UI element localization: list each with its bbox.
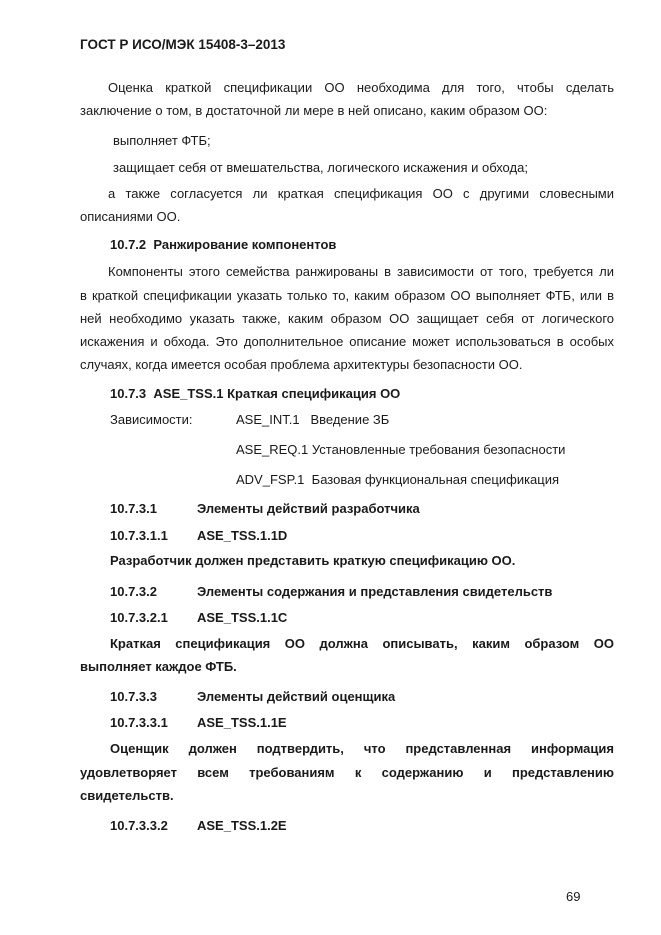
dependency-1 — [236, 412, 389, 428]
dependency-2 — [236, 442, 565, 458]
element-title: Элементы действий оценщика — [197, 689, 396, 704]
intro-item-1: выполняет ФТБ; — [113, 133, 211, 148]
element-title: Элементы содержания и представления свидетельств — [197, 584, 553, 599]
dependency-name: Установленные требования безопасности — [311, 442, 566, 457]
dependency-code: ASE_INT.1 — [236, 412, 300, 427]
element-number: 10.7.3.2 — [110, 584, 157, 599]
element-title: Элементы действий разработчика — [197, 501, 420, 516]
evaluator-requirement-line-2: удовлетворяет всем требованиям к содержанию и представлению — [80, 765, 614, 780]
element-title: ASE_TSS.1.1C — [197, 610, 288, 625]
intro-item-2: защищает себя от вмешательства, логического искажения и обхода; — [113, 160, 528, 175]
page-number: 69 — [566, 889, 581, 904]
element-number: 10.7.3.1 — [110, 501, 157, 516]
section-1072-line-3: ней необходимо указать также, каким образом ОО защищает себя от логического — [80, 311, 614, 326]
section-title: Ранжирование компонентов — [153, 237, 337, 252]
element-number: 10.7.3.1.1 — [110, 528, 168, 543]
intro-line-2: заключение о том, в достаточной ли мере в ней описано, каким образом ОО: — [80, 103, 548, 118]
document-header: ГОСТ Р ИСО/МЭК 15408-3–2013 — [80, 37, 286, 52]
evaluator-requirement-line-1: Оценщик должен подтвердить, что представленная информация — [110, 741, 614, 756]
intro-tail-line-1: а также согласуется ли краткая спецификация ОО с другими словесными — [108, 186, 614, 201]
element-title: ASE_TSS.1.2E — [197, 818, 287, 833]
element-number: 10.7.3.3 — [110, 689, 157, 704]
developer-requirement: Разработчик должен представить краткую спецификацию ОО. — [110, 553, 516, 568]
intro-line-1: Оценка краткой спецификации ОО необходима для того, чтобы сделать — [108, 80, 614, 95]
section-1072-line-4: искажения и обхода. Это дополнительное описание может использоваться в особых — [80, 334, 614, 349]
section-title: ASE_TSS.1 Краткая спецификация ОО — [153, 386, 401, 401]
element-number: 10.7.3.2.1 — [110, 610, 168, 625]
element-number: 10.7.3.3.1 — [110, 715, 168, 730]
section-1072-heading — [110, 237, 336, 253]
section-number: 10.7.3 — [110, 386, 147, 401]
section-1072-line-5: случаях, когда имеется особая проблема архитектуры безопасности ОО. — [80, 357, 523, 372]
section-number: 10.7.2 — [110, 237, 147, 252]
element-number: 10.7.3.3.2 — [110, 818, 168, 833]
section-1072-line-2: в краткой спецификации указать только то, каким образом ОО выполняет ФТБ, или в — [80, 288, 614, 303]
section-1073-heading — [110, 386, 400, 402]
dependency-3 — [236, 472, 559, 488]
content-requirement-line-2: выполняет каждое ФТБ. — [80, 659, 237, 674]
content-requirement-line-1: Краткая спецификация ОО должна описывать, каким образом ОО — [110, 636, 614, 651]
element-title: ASE_TSS.1.1E — [197, 715, 287, 730]
element-title: ASE_TSS.1.1D — [197, 528, 288, 543]
evaluator-requirement-line-3: свидетельств. — [80, 788, 174, 803]
dependency-code: ADV_FSP.1 — [236, 472, 305, 487]
dependency-code: ASE_REQ.1 — [236, 442, 309, 457]
section-1072-line-1: Компоненты этого семейства ранжированы в зависимости от того, требуется ли — [108, 264, 614, 279]
dependencies-label: Зависимости: — [110, 412, 193, 427]
dependency-name: Базовая функциональная спецификация — [311, 472, 560, 487]
dependency-name: Введение ЗБ — [310, 412, 390, 427]
intro-tail-line-2: описаниями ОО. — [80, 209, 181, 224]
